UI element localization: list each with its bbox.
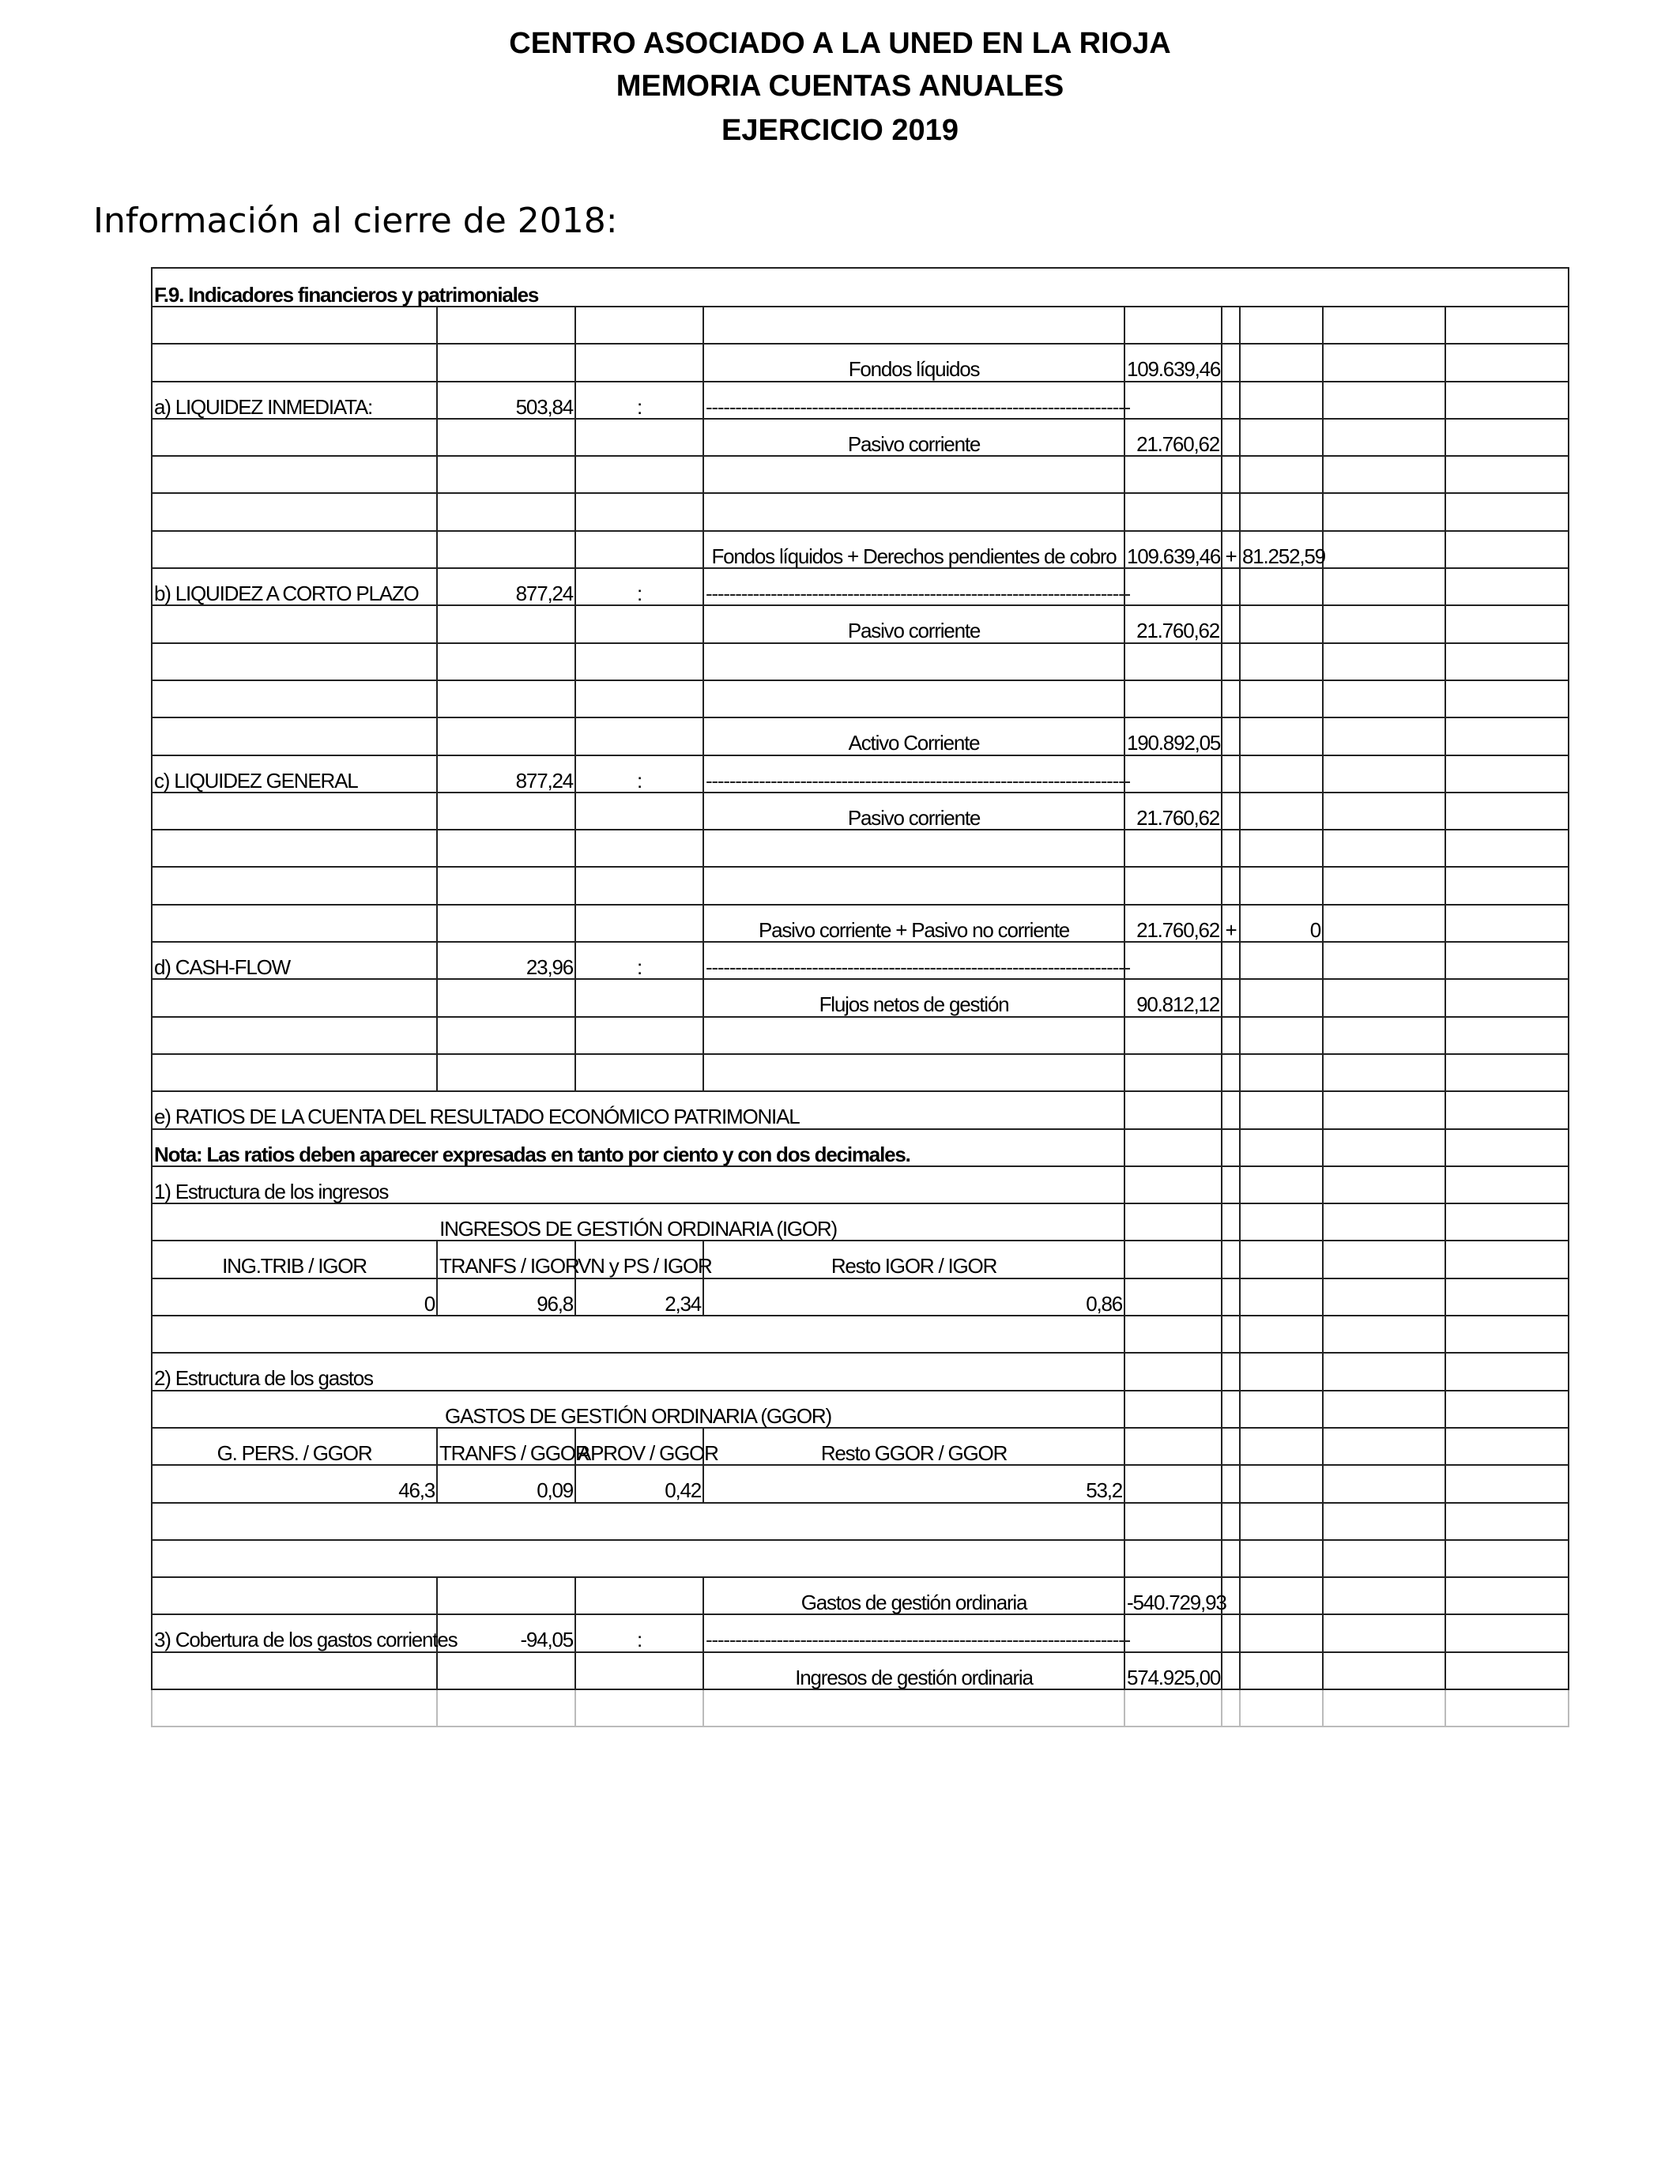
table-row — [152, 717, 1569, 755]
table-row — [152, 1054, 1569, 1091]
table-row — [152, 1353, 1569, 1390]
d-denominator-label: Flujos netos de gestión — [703, 979, 1124, 1016]
table-row — [152, 942, 1569, 979]
table-row — [152, 1540, 1569, 1577]
table-row — [152, 793, 1569, 830]
c-denominator-label: Pasivo corriente — [703, 793, 1124, 830]
a-label: a) LIQUIDEZ INMEDIATA: — [152, 382, 437, 419]
table-row — [152, 382, 1569, 419]
gastos-header-3: APROV / GGOR — [575, 1428, 703, 1465]
gastos-value-4: 53,2 — [703, 1465, 1124, 1502]
ingresos-header-3: VN y PS / IGOR — [575, 1241, 703, 1278]
table-row — [152, 1278, 1569, 1316]
cobertura-value: -94,05 — [437, 1614, 575, 1651]
table-row — [152, 568, 1569, 605]
gastos-value-1: 46,3 — [152, 1465, 437, 1502]
a-denominator-label: Pasivo corriente — [703, 419, 1124, 456]
cobertura-label: 3) Cobertura de los gastos corrientes — [152, 1614, 437, 1651]
gastos-header-1: G. PERS. / GGOR — [152, 1428, 437, 1465]
b-fraction-line: ------------------------------------------------------------------------ — [703, 568, 1124, 605]
table-row — [152, 531, 1569, 568]
table-row — [152, 1503, 1569, 1540]
table-row — [152, 905, 1569, 942]
table-row — [152, 755, 1569, 793]
d-value: 23,96 — [437, 942, 575, 979]
a-numerator-label: Fondos líquidos — [703, 344, 1124, 381]
ingresos-header-2: TRANFS / IGOR — [437, 1241, 575, 1278]
d-plus: + — [1222, 905, 1240, 942]
ingresos-header-1: ING.TRIB / IGOR — [152, 1241, 437, 1278]
d-label: d) CASH-FLOW — [152, 942, 437, 979]
c-colon: : — [575, 755, 703, 793]
table-row — [152, 1689, 1569, 1726]
cobertura-colon: : — [575, 1614, 703, 1651]
cobertura-fraction-line: ------------------------------------------------------------------------ — [703, 1614, 1124, 1651]
table-row — [152, 1391, 1569, 1428]
d-numerator-value-2: 0 — [1240, 905, 1323, 942]
b-numerator-value-2: 81.252,59 — [1240, 531, 1323, 568]
header-line-3: EJERCICIO 2019 — [721, 114, 959, 147]
table-row — [152, 867, 1569, 904]
table-row — [152, 1652, 1569, 1689]
b-denominator-label: Pasivo corriente — [703, 605, 1124, 642]
c-value: 877,24 — [437, 755, 575, 793]
table-row — [152, 1316, 1569, 1353]
table-row — [152, 643, 1569, 680]
table-row — [152, 344, 1569, 381]
ingresos-value-2: 96,8 — [437, 1278, 575, 1316]
header-line-1: CENTRO ASOCIADO A LA UNED EN LA RIOJA — [509, 27, 1171, 60]
b-plus: + — [1222, 531, 1240, 568]
gastos-header-2: TRANFS / GGOR — [437, 1428, 575, 1465]
gastos-value-3: 0,42 — [575, 1465, 703, 1502]
ingresos-value-1: 0 — [152, 1278, 437, 1316]
b-denominator-value: 21.760,62 — [1124, 605, 1222, 642]
a-denominator-value: 21.760,62 — [1124, 419, 1222, 456]
table-row — [152, 1465, 1569, 1502]
table-row — [152, 1614, 1569, 1651]
c-label: c) LIQUIDEZ GENERAL — [152, 755, 437, 793]
d-fraction-line: ------------------------------------------------------------------------ — [703, 942, 1124, 979]
b-numerator-value: 109.639,46 — [1124, 531, 1222, 568]
table-row — [152, 979, 1569, 1016]
c-numerator-label: Activo Corriente — [703, 717, 1124, 755]
d-denominator-value: 90.812,12 — [1124, 979, 1222, 1016]
table-row — [152, 680, 1569, 717]
table-row — [152, 1203, 1569, 1241]
table-row — [152, 1091, 1569, 1128]
d-numerator-label: Pasivo corriente + Pasivo no corriente — [703, 905, 1124, 942]
indicators-table — [151, 267, 1569, 1727]
gastos-value-2: 0,09 — [437, 1465, 575, 1502]
b-label: b) LIQUIDEZ A CORTO PLAZO — [152, 568, 437, 605]
table-row — [152, 419, 1569, 456]
cobertura-denominator-label: Ingresos de gestión ordinaria — [703, 1652, 1124, 1689]
table-row — [152, 1428, 1569, 1465]
table-title: F.9. Indicadores financieros y patrimoniales — [152, 268, 1569, 307]
ingresos-value-3: 2,34 — [575, 1278, 703, 1316]
d-numerator-value: 21.760,62 — [1124, 905, 1222, 942]
cobertura-denominator-value: 574.925,00 — [1124, 1652, 1222, 1689]
a-numerator-value: 109.639,46 — [1124, 344, 1222, 381]
a-fraction-line: ------------------------------------------------------------------------ — [703, 382, 1124, 419]
gastos-group-header: GASTOS DE GESTIÓN ORDINARIA (GGOR) — [152, 1391, 1124, 1428]
table-row — [152, 1166, 1569, 1203]
table-row — [152, 456, 1569, 493]
d-colon: : — [575, 942, 703, 979]
c-denominator-value: 21.760,62 — [1124, 793, 1222, 830]
table-row — [152, 605, 1569, 642]
a-value: 503,84 — [437, 382, 575, 419]
ingresos-group-header: INGRESOS DE GESTIÓN ORDINARIA (IGOR) — [152, 1203, 1124, 1241]
table-row — [152, 493, 1569, 530]
table-row — [152, 268, 1569, 307]
table-row — [152, 830, 1569, 867]
b-numerator-label: Fondos líquidos + Derechos pendientes de cobro — [703, 531, 1124, 568]
table-row — [152, 1017, 1569, 1054]
c-fraction-line: ------------------------------------------------------------------------ — [703, 755, 1124, 793]
cobertura-numerator-label: Gastos de gestión ordinaria — [703, 1577, 1124, 1614]
table-row — [152, 307, 1569, 344]
a-colon: : — [575, 382, 703, 419]
b-colon: : — [575, 568, 703, 605]
c-numerator-value: 190.892,05 — [1124, 717, 1222, 755]
header-line-2: MEMORIA CUENTAS ANUALES — [616, 70, 1064, 103]
table-row — [152, 1129, 1569, 1166]
ingresos-label: 1) Estructura de los ingresos — [152, 1166, 1124, 1203]
intro-text: Información al cierre de 2018: — [93, 201, 618, 241]
e-note: Nota: Las ratios deben aparecer expresadas en tanto por ciento y con dos decimales. — [152, 1129, 1124, 1166]
e-label: e) RATIOS DE LA CUENTA DEL RESULTADO ECONÓMICO PATRIMONIAL — [152, 1091, 1124, 1128]
gastos-label: 2) Estructura de los gastos — [152, 1353, 1124, 1390]
table-row — [152, 1577, 1569, 1614]
b-value: 877,24 — [437, 568, 575, 605]
ingresos-header-4: Resto IGOR / IGOR — [703, 1241, 1124, 1278]
cobertura-numerator-value: -540.729,93 — [1124, 1577, 1222, 1614]
ingresos-value-4: 0,86 — [703, 1278, 1124, 1316]
table-row — [152, 1241, 1569, 1278]
gastos-header-4: Resto GGOR / GGOR — [703, 1428, 1124, 1465]
